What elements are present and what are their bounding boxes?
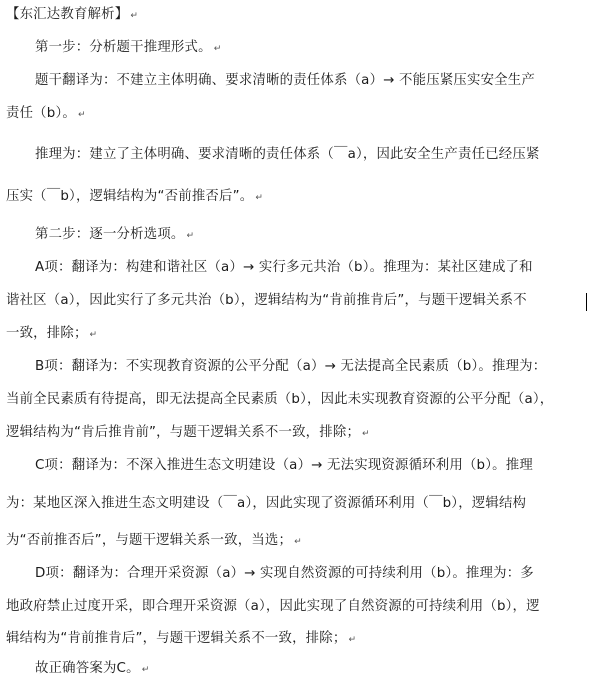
line-text: 当前全民素质有待提高，即无法提高全民素质（b），因此未实现教育资源的公平分配（a），	[6, 392, 554, 407]
paragraph-mark-icon: ↵	[130, 11, 139, 21]
line-text: 一致，排除；	[6, 326, 88, 341]
line-stem-translation-cont	[6, 105, 86, 124]
line-option-d-end	[6, 630, 356, 649]
paragraph-mark-icon: ↵	[89, 330, 98, 340]
line-option-c	[35, 457, 533, 475]
line-text: 谐社区（a），因此实行了多元共治（b），逻辑结构为“肯前推肯后”，与题干逻辑关系不	[6, 293, 527, 308]
line-stem-inference-cont	[6, 188, 263, 207]
line-option-b	[35, 358, 546, 376]
line-option-c-cont	[6, 495, 526, 513]
paragraph-mark-icon: ↵	[141, 665, 150, 675]
line-text: 逻辑结构为“肯后推肯前”，与题干逻辑关系不一致，排除；	[6, 425, 361, 440]
line-text: B项：翻译为：不实现教育资源的公平分配（a）→ 无法提高全民素质（b）。推理为：	[35, 359, 547, 374]
line-option-a-end	[6, 325, 97, 344]
line-step-2	[35, 226, 194, 245]
line-text: C项：翻译为：不深入推进生态文明建设（a）→ 无法实现资源循环利用（b）。推理	[35, 458, 533, 473]
paragraph-mark-icon: ↵	[213, 44, 222, 54]
text-cursor[interactable]	[586, 293, 587, 311]
line-text: D项：翻译为：合理开采资源（a）→ 实现自然资源的可持续利用（b）。推理为：多	[35, 566, 534, 581]
line-text: 压实（￣b），逻辑结构为“否前推否后”。	[6, 189, 254, 204]
line-text: 推理为：建立了主体明确、要求清晰的责任体系（￣a），因此安全生产责任已经压紧	[35, 147, 540, 162]
line-text: 地政府禁止过度开采，即合理开采资源（a），因此实现了自然资源的可持续利用（b），逻	[6, 599, 540, 614]
line-stem-translation	[35, 72, 535, 90]
paragraph-mark-icon: ↵	[294, 537, 302, 547]
line-option-b-end	[6, 424, 370, 443]
paragraph-mark-icon: ↵	[348, 635, 357, 645]
paragraph-mark-icon: ↵	[255, 193, 264, 203]
line-stem-inference	[35, 146, 540, 164]
line-text: 为：某地区深入推进生态文明建设（￣a），因此实现了资源循环利用（￣b），逻辑结构	[6, 496, 527, 511]
paragraph-mark-icon: ↵	[77, 110, 86, 120]
line-option-d	[35, 565, 534, 583]
line-title	[6, 6, 138, 25]
line-option-d-cont	[6, 598, 540, 616]
line-text: A项：翻译为：构建和谐社区（a）→ 实行多元共治（b）。推理为：某社区建成了和	[35, 260, 533, 275]
paragraph-mark-icon: ↵	[186, 231, 195, 241]
line-text: 辑结构为“肯前推肯后”，与题干逻辑关系不一致，排除；	[6, 631, 347, 646]
line-text: 第一步：分析题干推理形式。	[35, 40, 212, 55]
line-text: 故正确答案为C。	[35, 661, 140, 676]
line-text: 【东汇达教育解析】	[6, 7, 129, 22]
line-text: 为“否前推否后”，与题干逻辑关系一致，当选；	[6, 533, 293, 548]
line-text: 责任（b）。	[6, 106, 76, 121]
line-option-b-cont	[6, 391, 553, 409]
line-option-a-cont	[6, 292, 527, 310]
line-answer	[35, 660, 149, 679]
line-text: 第二步：逐一分析选项。	[35, 227, 185, 242]
line-text: 题干翻译为：不建立主体明确、要求清晰的责任体系（a）→ 不能压紧压实安全生产	[35, 73, 535, 88]
paragraph-mark-icon: ↵	[362, 429, 370, 439]
line-option-c-end	[6, 532, 302, 551]
line-step-1	[35, 39, 221, 58]
line-option-a	[35, 259, 533, 277]
